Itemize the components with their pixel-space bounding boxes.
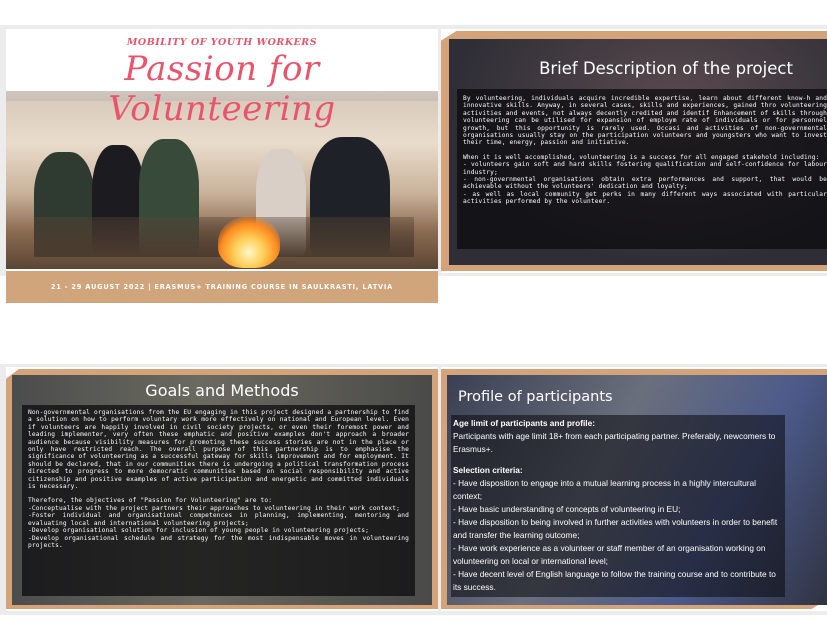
cover-title: Passion for Volunteering (108, 49, 336, 129)
profile-participants-slide (441, 367, 827, 611)
slide-heading: Profile of participants (458, 389, 613, 405)
paragraph: -Develop organisational schedule and strategy for the most indispensable moves in volunteering projects. (28, 534, 409, 549)
paragraph: When it is well accomplished, volunteering is a success for all engaged stakehold including: (463, 153, 820, 161)
paragraph: -Develop organisational solution for inclusion of young people in volunteering projects; (28, 527, 370, 535)
cover-slide (6, 29, 438, 291)
paragraph: Non-governmental organisations from the EU engaging in this project designed a partnership to find a solution on how to perform voluntary work more effectively on national and European level. Even if volunteers are happily involved in civil society projects, or even their foremost power and leading implementer, very often these emphatic and positive examples don't approach a broader audience because visibility measures for promoting these success stories are not in the place or only have restricted reach. The overall purpose of this partnership is to emphasise the significance of volunteering as a successful gateway for skills improvement and for employment. It should be declared, that in our communities there is undergoing a political transformation process directed to progress to more democratic communities based on social responsibility and active citizenship and positive examples of active participation and energetic and committed individuals is necessary. (28, 409, 409, 491)
criteria-heading: Selection criteria: (453, 465, 523, 475)
profile-text (451, 415, 785, 597)
slide-heading: Goals and Methods (145, 381, 299, 400)
paragraph: -Foster individual and organisational competences in planning, implementing, mentoring and evaluating local and international volunteering projects; (28, 512, 409, 527)
paragraph: - non-governmental organisations obtain extra performances and support, that would be achievable without the volunteers' dedication and loyalty; (463, 176, 827, 191)
description-text (457, 89, 827, 249)
paragraph: - as well as local community get perks in many different ways associated with particular activities performed by the volunteer. (463, 190, 827, 206)
paragraph: Therefore, the objectives of "Passion for Volunteering" are to: (28, 497, 273, 505)
slide-heading: Brief Description of the project (539, 59, 793, 78)
criteria-item: - Have decent level of English language to follow the training course and to contribute to its success. (453, 569, 776, 592)
paragraph: -Conceptualise with the project partners their approaches to volunteering in their work context; (28, 504, 401, 512)
age-heading: Age limit of participants and profile: (453, 418, 595, 428)
paragraph: - volunteers gain soft and hard skills fostering qualification and self-confidence for labour industry; (463, 161, 827, 176)
age-text: Participants with age limit 18+ from each participating partner. Preferably, newcomers to Erasmus+. (453, 431, 776, 454)
goals-text (22, 405, 415, 596)
goals-methods-slide (6, 367, 438, 611)
cover-kicker: MOBILITY OF YOUTH WORKERS (126, 37, 318, 48)
criteria-item: - Have basic understanding of concepts of volunteering in EU; (453, 504, 681, 514)
criteria-item: - Have disposition to being involved in further activities with volunteers in order to benefit and transfer the learning outcome; (453, 517, 778, 540)
campfire-image (218, 216, 280, 268)
cover-footer: 21 - 29 AUGUST 2022 | ERASMUS+ TRAINING COURSE IN SAULKRASTI, LATVIA (6, 271, 438, 303)
criteria-item: - Have work experience as a volunteer or staff member of an organisation working on volunteering on local or international level; (453, 543, 766, 566)
brief-description-slide (441, 29, 827, 273)
paragraph: By volunteering, individuals acquire incredible expertise, learn about different know-h and innovative skills. Anyway, in several cases, skills and experiences, gained thro volunteering activities and events, not always decently credited and identif Enhancement of skills through volunteering can be utilised for expansion of employm rate of individuals or for personnel growth, but this opportunity is rarely used. Occasi and activities of non-governmental organisations usually stay on the participation volunteers and youngsters who want to invest their time, energy, passion and initiative. (463, 95, 827, 147)
criteria-item: - Have disposition to engage into a mutual learning process in a highly intercultural context; (453, 478, 757, 501)
